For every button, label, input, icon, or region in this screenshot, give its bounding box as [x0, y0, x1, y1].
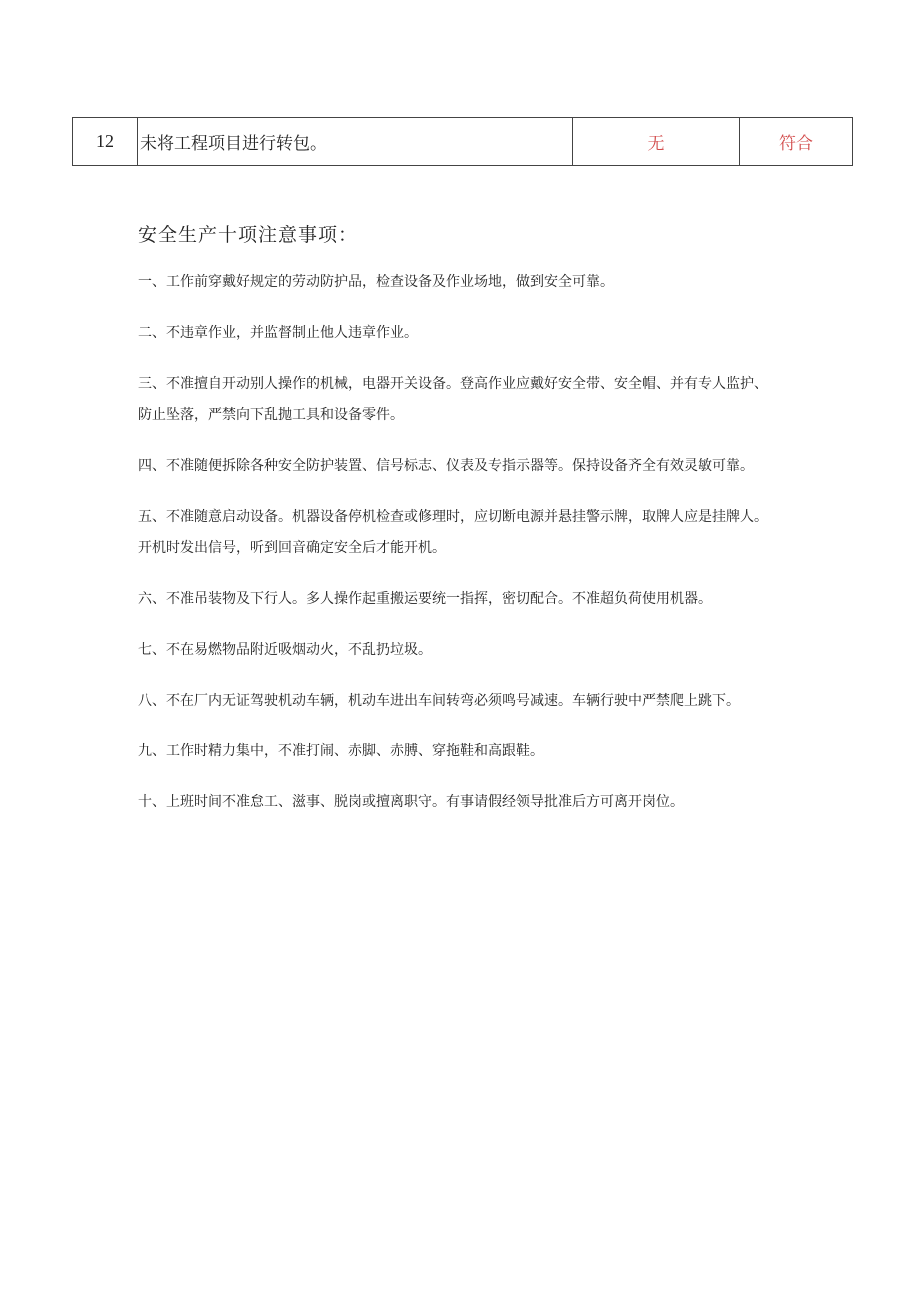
- safety-rule-8: 八、不在厂内无证驾驶机动车辆，机动车进出车间转弯必须鸣号减速。车辆行驶中严禁爬上跳下。: [138, 693, 740, 709]
- safety-rule-6: 六、不准吊装物及下行人。多人操作起重搬运要统一指挥，密切配合。不准超负荷使用机器。: [138, 591, 712, 607]
- safety-rule-3: [138, 369, 838, 431]
- safety-rule-9: 九、工作时精力集中，不准打闹、赤脚、赤膊、穿拖鞋和高跟鞋。: [138, 743, 544, 759]
- safety-rule-10: 十、上班时间不准怠工、滋事、脱岗或擅离职守。有事请假经领导批准后方可离开岗位。: [138, 794, 684, 810]
- issue-cell: 无: [573, 118, 740, 166]
- safety-rule-3-line-1: 三、不准擅自开动别人操作的机械，电器开关设备。登高作业应戴好安全带、安全帽、并有专人监护、: [138, 376, 768, 392]
- safety-rule-5: [138, 502, 838, 564]
- safety-rule-4: 四、不准随便拆除各种安全防护装置、信号标志、仪表及专指示器等。保持设备齐全有效灵敏可靠。: [138, 458, 754, 474]
- safety-rule-7: 七、不在易燃物品附近吸烟动火，不乱扔垃圾。: [138, 642, 432, 658]
- safety-rule-3-line-2: 防止坠落，严禁向下乱抛工具和设备零件。: [138, 407, 404, 423]
- safety-notes-section: [138, 220, 838, 838]
- inspection-item-cell: 未将工程项目进行转包。: [138, 118, 573, 166]
- row-number-cell: 12: [73, 118, 138, 166]
- result-cell: 符合: [740, 118, 853, 166]
- inspection-table: [72, 117, 853, 166]
- safety-notes-title: 安全生产十项注意事项：: [138, 224, 359, 246]
- safety-rule-2: 二、不违章作业，并监督制止他人违章作业。: [138, 325, 418, 341]
- safety-rule-1: 一、工作前穿戴好规定的劳动防护品，检查设备及作业场地，做到安全可靠。: [138, 274, 614, 290]
- table-row: [73, 118, 853, 166]
- safety-rule-5-line-2: 开机时发出信号，听到回音确定安全后才能开机。: [138, 540, 446, 556]
- safety-rule-5-line-1: 五、不准随意启动设备。机器设备停机检查或修理时，应切断电源并悬挂警示牌，取牌人应是挂牌人。: [138, 509, 768, 525]
